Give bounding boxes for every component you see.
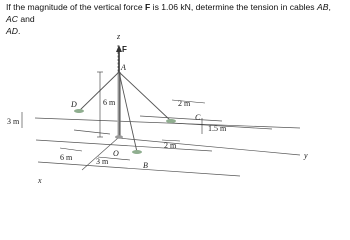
dim-left-label: 3 m — [7, 117, 20, 126]
x-axis-label: x — [38, 176, 42, 185]
problem-text-3: . — [17, 26, 21, 36]
point-c-label: C — [195, 113, 201, 122]
dim-front — [60, 148, 82, 151]
dim-height-label: 6 m — [103, 98, 116, 107]
cables — [79, 72, 171, 152]
cable-ac-label: AC — [6, 14, 18, 24]
problem-sep-2: and — [17, 14, 35, 24]
cable-ab — [119, 72, 137, 152]
dim-c-x-label: 1.5 m — [208, 124, 227, 133]
y-axis-label: y — [304, 151, 308, 160]
point-b-label: B — [143, 161, 148, 170]
dim-front-label: 6 m — [60, 153, 73, 162]
base-o — [115, 135, 123, 139]
z-axis-label: z — [117, 32, 121, 41]
problem-text-1: If the magnitude of the vertical force — [6, 2, 146, 12]
anchor-b — [132, 150, 142, 154]
point-o-label: O — [113, 149, 119, 158]
anchor-d — [74, 109, 84, 113]
ground-line-2 — [36, 140, 212, 151]
dim-c-y-label: 2 m — [178, 99, 191, 108]
point-d-label: D — [71, 100, 77, 109]
force-symbol: F — [145, 2, 151, 12]
ground-line-5 — [140, 116, 222, 121]
cable-ad-label: AD — [6, 26, 18, 36]
ground-line-3 — [38, 162, 240, 176]
anchor-c — [166, 119, 176, 123]
cable-ab-label: AB — [316, 2, 329, 12]
ground-line-1 — [35, 118, 300, 128]
dim-c-front-label: 2 m — [164, 141, 177, 150]
problem-text-2: is 1.06 kN, determine the tension in cables — [150, 2, 317, 12]
ground-line-4 — [74, 130, 110, 134]
point-a-label: A — [121, 63, 126, 72]
dimension-lines — [22, 72, 205, 160]
problem-sep-1: , — [328, 2, 331, 12]
dim-bottom-label: 3 m — [96, 157, 109, 166]
force-label: F — [122, 45, 127, 54]
cable-ac — [119, 72, 171, 121]
